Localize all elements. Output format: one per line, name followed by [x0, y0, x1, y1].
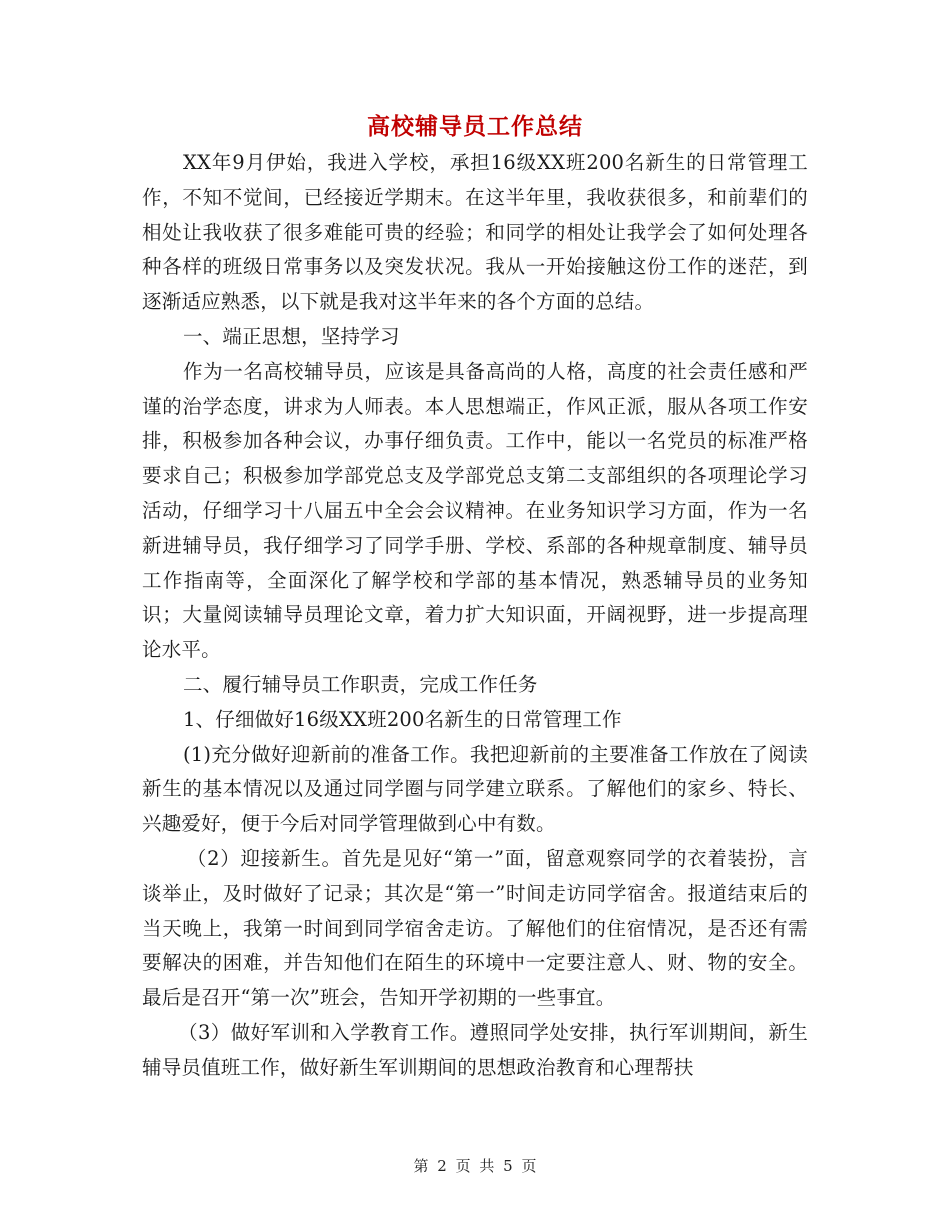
document-body: [142, 146, 808, 1086]
heading-subsection-1: 1、仔细做好16级XX班200名新生的日常管理工作: [182, 707, 622, 731]
heading-section-2: 二、履行辅导员工作职责，完成工作任务: [182, 672, 538, 696]
paragraph-intro: XX年9月伊始，我进入学校，承担16级XX班200名新生的日常管理工作，不知不觉间，已经接近学期末。在这半年里，我收获很多，和前辈们的相处让我收获了很多难能可贵的经验；和同学的相处让我学会了如何处理各种各样的班级日常事务以及突发状况。我从一开始接触这份工作的迷茫，到逐渐适应熟悉，以下就是我对这半年来的各个方面的总结。: [142, 151, 808, 314]
page-footer: 第 2 页 共 5 页: [413, 1157, 537, 1175]
paragraph-item-2: （2）迎接新生。首先是见好“第一”面，留意观察同学的衣着装扮，言谈举止，及时做好了记录；其次是“第一”时间走访同学宿舍。报道结束后的当天晚上，我第一时间到同学宿舍走访。了解他们的住宿情况，是否还有需要解决的困难，并告知他们在陌生的环境中一定要注意人、财、物的安全。最后是召开“第一次”班会，告知开学初期的一些事宜。: [142, 846, 808, 1010]
paragraph-item-1: (1)充分做好迎新前的准备工作。我把迎新前的主要准备工作放在了阅读新生的基本情况以及通过同学圈与同学建立联系。了解他们的家乡、特长、兴趣爱好，便于今后对同学管理做到心中有数。: [142, 742, 808, 836]
document-title: 高校辅导员工作总结: [367, 113, 583, 140]
heading-section-1: 一、端正思想，坚持学习: [182, 324, 400, 348]
paragraph-item-3: （3）做好军训和入学教育工作。遵照同学处安排，执行军训期间，新生辅导员值班工作，做好新生军训期间的思想政治教育和心理帮扶: [142, 1020, 808, 1079]
paragraph-section-1: 作为一名高校辅导员，应该是具备高尚的人格，高度的社会责任感和严谨的治学态度，讲求为人师表。本人思想端正，作风正派，服从各项工作安排，积极参加各种会议，办事仔细负责。工作中，能以一名党员的标准严格要求自己；积极参加学部党总支及学部党总支第二支部组织的各项理论学习活动，仔细学习十八届五中全会会议精神。在业务知识学习方面，作为一名新进辅导员，我仔细学习了同学手册、学校、系部的各种规章制度、辅导员工作指南等，全面深化了解学校和学部的基本情况，熟悉辅导员的业务知识；大量阅读辅导员理论文章，着力扩大知识面，开阔视野，进一步提高理论水平。: [142, 359, 808, 662]
